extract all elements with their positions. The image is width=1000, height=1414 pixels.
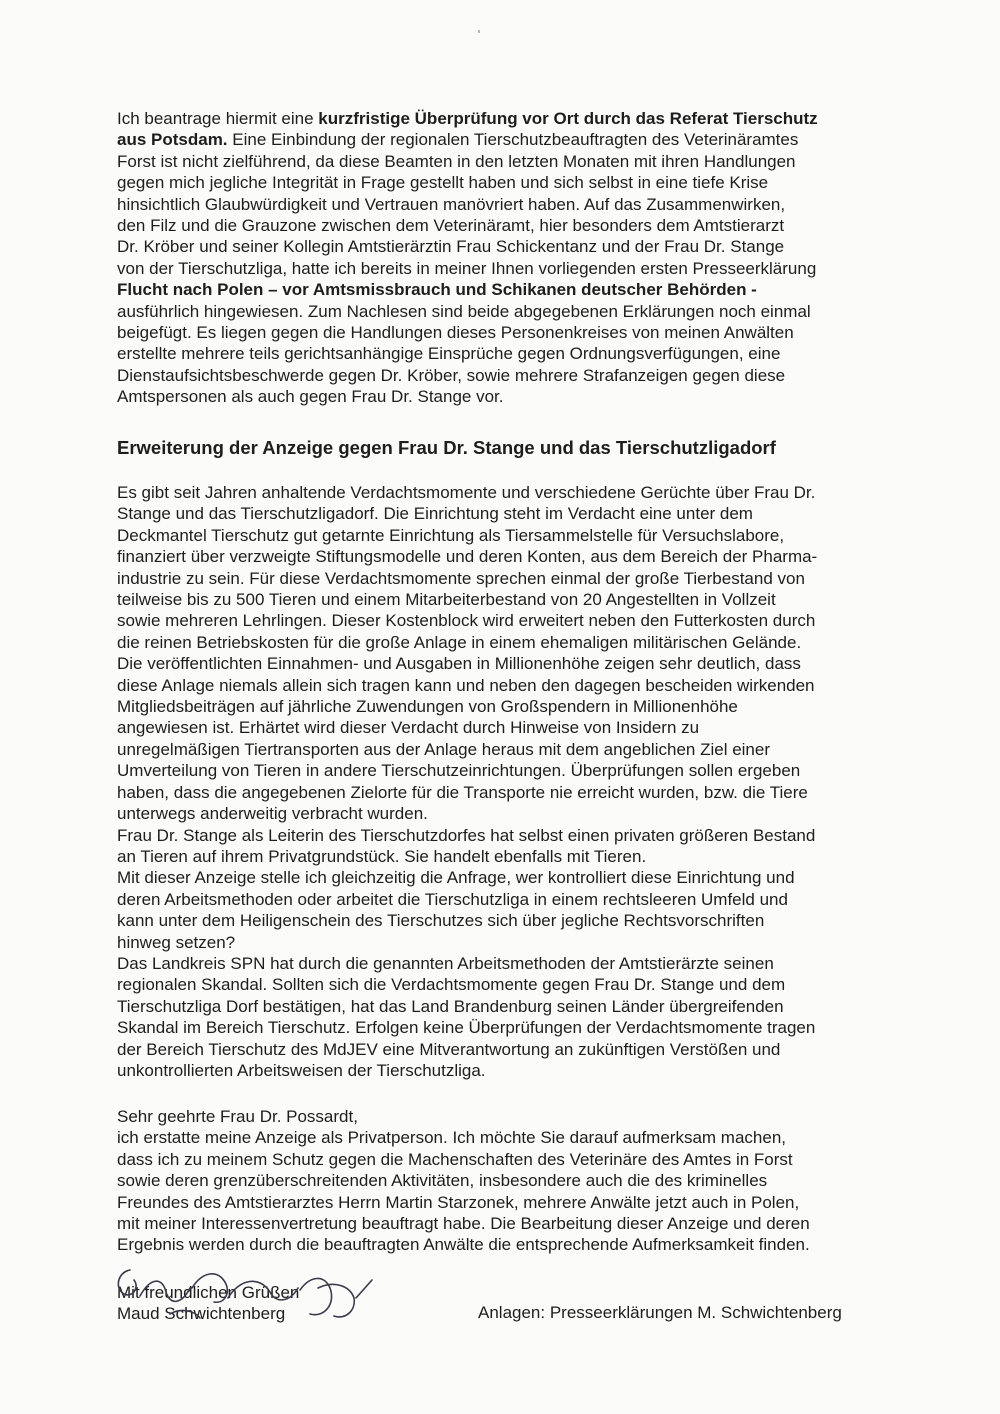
text-line: Frau Dr. Stange als Leiterin des Tierschutzdorfes hat selbst einen privaten größeren Bestand (117, 825, 816, 845)
text-line: Dr. Kröber und seiner Kollegin Amtstierärztin Frau Schickentanz und der Frau Dr. Stange (117, 237, 785, 257)
scan-mark (478, 30, 480, 33)
text-line: Mitgliedsbeiträgen auf jährliche Zuwendungen von Großspendern in Millionenhöhe (117, 697, 738, 717)
text-line: deren Arbeitsmethoden oder arbeitet die Tierschutzliga in einem rechtsleeren Umfeld und (117, 889, 788, 909)
text-line: regionalen Skandal. Sollten sich die Verdachtsmomente gegen Frau Dr. Stange und dem (117, 975, 786, 995)
closing-block (117, 1282, 299, 1325)
text-line: der Bereich Tierschutz des MdJEV eine Mitverantwortung an zukünftigen Verstößen und (117, 1039, 781, 1059)
text-line: unkontrollierten Arbeitsweisen der Tierschutzliga. (117, 1060, 486, 1080)
text-line: erstellte mehrere teils gerichtsanhängige Einsprüche gegen Ordnungsverfügungen, eine (117, 344, 781, 364)
text-line: den Filz und die Grauzone zwischen dem Veterinäramt, hier besonders dem Amtstierarzt (117, 216, 785, 236)
text-line: diese Anlage niemals allein sich tragen kann und neben den dagegen bescheiden wirkenden (117, 675, 815, 695)
sender-name: Maud Schwichtenberg (117, 1304, 286, 1324)
text-line: Ergebnis werden durch die beauftragten Anwälte die entsprechende Aufmerksamkeit finden. (117, 1235, 810, 1255)
text-line: aus Potsdam. Eine Einbindung der regionalen Tierschutzbeauftragten des Veterinäramtes (117, 130, 799, 150)
text-line: unregelmäßigen Tiertransporten aus der Anlage heraus mit dem angeblichen Ziel einer (117, 739, 770, 759)
text-line: hinweg setzen? (117, 932, 236, 952)
paragraph-allegations (117, 482, 885, 1081)
text-line: ich erstatte meine Anzeige als Privatperson. Ich möchte Sie darauf aufmerksam machen, (117, 1128, 786, 1148)
text-line: angewiesen ist. Erhärtet wird dieser Verdacht durch Hinweise von Insidern zu (117, 718, 700, 738)
text-line: Forst ist nicht zielführend, da diese Beamten in den letzten Monaten mit ihren Handlungen (117, 151, 796, 171)
text-line: finanziert über verzweigte Stiftungsmodelle und deren Konten, aus dem Bereich der Pharma- (117, 547, 818, 567)
closing-greeting: Mit freundlichen Grüßen (117, 1283, 300, 1302)
emphasis: kurzfristige Überprüfung vor Ort durch das Referat Tierschutz (318, 109, 818, 128)
text-line: Die veröffentlichten Einnahmen- und Ausgaben in Millionenhöhe zeigen sehr deutlich, dass (117, 654, 801, 674)
section-heading: Erweiterung der Anzeige gegen Frau Dr. Stange und das Tierschutzligadorf (117, 437, 776, 458)
text-line: unterwegs anderweitig verbracht wurden. (117, 804, 428, 824)
text-line: industrie zu sein. Für diese Verdachtsmomente sprechen einmal der große Tierbestand von (117, 568, 805, 588)
text-line: beigefügt. Es liegen gegen die Handlungen dieses Personenkreises von meinen Anwälten (117, 323, 794, 343)
text-line: Sehr geehrte Frau Dr. Possardt, (117, 1107, 358, 1126)
text-line: haben, dass die angegebenen Zielorte für die Transporte nie erreicht wurden, bzw. die Tiere (117, 782, 808, 802)
text-line: Ich beantrage hiermit eine kurzfristige Überprüfung vor Ort durch das Referat Tierschutz (117, 109, 818, 128)
attachments-note: Anlagen: Presseerklärungen M. Schwichtenberg (478, 1303, 842, 1322)
text-line: Das Landkreis SPN hat durch die genannten Arbeitsmethoden der Amtstierärzte seinen (117, 953, 774, 973)
text-line: Umverteilung von Tieren in andere Tierschutzeinrichtungen. Überprüfungen sollen ergeben (117, 761, 801, 781)
paragraph-address (117, 1106, 885, 1256)
text-line: sowie deren grenzüberschreitenden Aktivitäten, insbesondere auch die des kriminelles (117, 1171, 768, 1191)
text-line: ausführlich hingewiesen. Zum Nachlesen sind beide abgegebenen Erklärungen noch einmal (117, 301, 811, 321)
emphasis: Flucht nach Polen – vor Amtsmissbrauch und Schikanen deutscher Behörden - (117, 280, 757, 300)
text-line: die reinen Betriebskosten für die große Anlage in einem ehemaligen militärischen Gelände. (117, 632, 802, 652)
text-line: Tierschutzliga Dorf bestätigen, hat das Land Brandenburg seinen Länder übergreifenden (117, 996, 784, 1016)
text-line: von der Tierschutzliga, hatte ich bereits in meiner Ihnen vorliegenden ersten Presseerklärung (117, 258, 817, 278)
paragraph-request (117, 108, 885, 408)
text-line: Freundes des Amtstierarztes Herrn Martin Starzonek, mehrere Anwälte jetzt auch in Polen, (117, 1192, 800, 1212)
text-line: Amtspersonen als auch gegen Frau Dr. Stange vor. (117, 387, 504, 407)
text-line (117, 279, 885, 300)
text-line: Stange und das Tierschutzligadorf. Die Einrichtung steht im Verdacht eine unter dem (117, 504, 753, 524)
text-line: mit meiner Interessenvertretung beauftragt habe. Die Bearbeitung dieser Anzeige und deren (117, 1214, 810, 1234)
text-line: sowie mehreren Lehrlingen. Dieser Kostenblock wird erweitert neben den Futterkosten durch (117, 611, 816, 631)
text-line: Mit dieser Anzeige stelle ich gleichzeitig die Anfrage, wer kontrolliert diese Einrichtung und (117, 868, 795, 888)
text-line: teilweise bis zu 500 Tieren und einem Mitarbeiterbestand von 20 Angestellten in Vollzeit (117, 590, 776, 610)
text-line: an Tieren auf ihrem Privatgrundstück. Sie handelt ebenfalls mit Tieren. (117, 846, 647, 866)
text-line: gegen mich jegliche Integrität in Frage gestellt haben und sich selbst in eine tiefe Krise (117, 173, 769, 193)
text-line: Skandal im Bereich Tierschutz. Erfolgen keine Überprüfungen der Verdachtsmomente tragen (117, 1018, 816, 1038)
text-line: hinsichtlich Glaubwürdigkeit und Vertrauen manövriert haben. Auf das Zusammenwirken, (117, 194, 786, 214)
text-line: dass ich zu meinem Schutz gegen die Machenschaften des Veterinäre des Amtes in Forst (117, 1149, 793, 1169)
emphasis: aus Potsdam. (117, 130, 228, 150)
text-line: Es gibt seit Jahren anhaltende Verdachtsmomente und verschiedene Gerüchte über Frau Dr. (117, 483, 816, 502)
text-line: Dienstaufsichtsbeschwerde gegen Dr. Kröber, sowie mehrere Strafanzeigen gegen diese (117, 365, 786, 385)
text-line: Deckmantel Tierschutz gut getarnte Einrichtung als Tiersammelstelle für Versuchslabore, (117, 525, 785, 545)
text-line: kann unter dem Heiligenschein des Tierschutzes sich über jegliche Rechtsvorschriften (117, 911, 765, 931)
